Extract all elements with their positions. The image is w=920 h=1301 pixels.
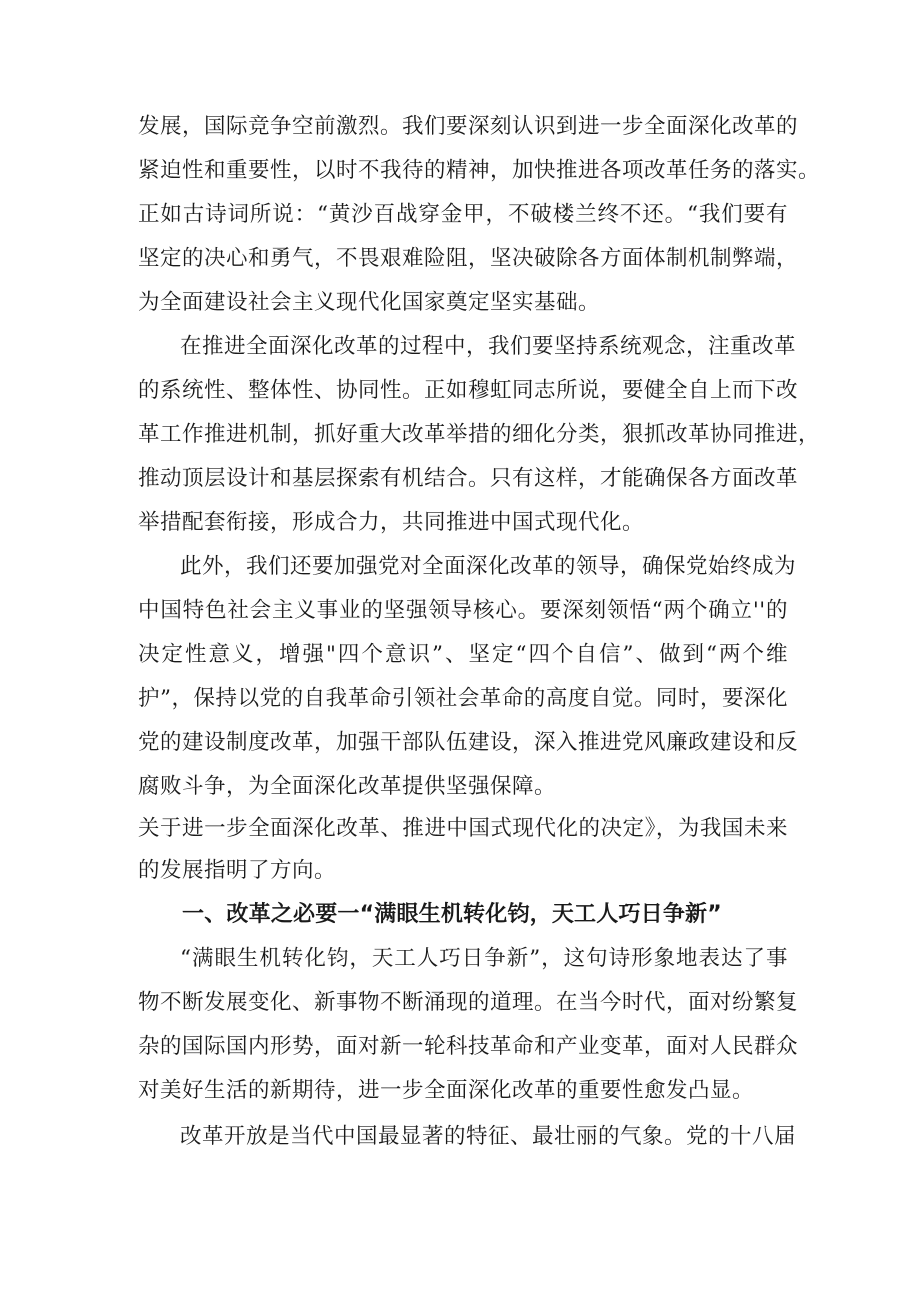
text-line: 发展，国际竞争空前激烈。我们要深刻认识到进一步全面深化改革的 (138, 114, 799, 139)
text-line: 物不断发展变化、新事物不断涌现的道理。在当今时代，面对纷繁复 (138, 990, 799, 1015)
text-line: 在推进全面深化改革的过程中，我们要坚持系统观念，注重改革 (180, 334, 797, 359)
text-line: 对美好生活的新期待，进一步全面深化改革的重要性愈发凸显。 (138, 1078, 755, 1103)
text-line: 正如古诗词所说：“黄沙百战穿金甲，不破楼兰终不还。“我们要有 (138, 202, 788, 227)
text-line: 腐败斗争，为全面深化改革提供坚强保障。 (138, 774, 557, 799)
text-line: 坚定的决心和勇气，不畏艰难险阻，坚决破除各方面体制机制弊端， (138, 246, 799, 271)
text-line: 的发展指明了方向。 (138, 858, 337, 883)
text-line: 关于进一步全面深化改革、推进中国式现代化的决定》，为我国未来 (138, 816, 788, 841)
text-line: 紧迫性和重要性，以时不我待的精神，加快推进各项改革任务的落实。 (138, 158, 821, 183)
text-line: 杂的国际国内形势，面对新一轮科技革命和产业变革，面对人民群众 (138, 1034, 799, 1059)
section-heading: 一、改革之必要一“满眼生机转化钧，天工人巧日争新” (182, 902, 722, 927)
text-line: 护”，保持以党的自我革命引领社会革命的高度自觉。同时，要深化 (138, 686, 788, 711)
text-line: 改革开放是当代中国最显著的特征、最壮丽的气象。党的十八届 (180, 1124, 797, 1149)
text-line: 此外，我们还要加强党对全面深化改革的领导，确保党始终成为 (180, 554, 797, 579)
text-line: “满眼生机转化钧，天工人巧日争新”，这句诗形象地表达了事 (180, 946, 788, 971)
text-line: 决定性意义，增强"四个意识”、坚定“四个自信”、做到“两个维 (138, 642, 788, 667)
text-line: 中国特色社会主义事业的坚强领导核心。要深刻领悟“两个确立''的 (138, 598, 788, 623)
text-line: 为全面建设社会主义现代化国家奠定坚实基础。 (138, 290, 601, 315)
text-line: 举措配套衔接，形成合力，共同推进中国式现代化。 (138, 510, 645, 535)
text-line: 推动顶层设计和基层探索有机结合。只有这样，才能确保各方面改革 (138, 466, 799, 491)
text-line: 的系统性、整体性、协同性。正如穆虹同志所说，要健全自上而下改 (138, 378, 799, 403)
text-line: 革工作推进机制，抓好重大改革举措的细化分类，狠抓改革协同推进， (138, 422, 821, 447)
text-line: 党的建设制度改革，加强干部队伍建设，深入推进党风廉政建设和反 (138, 730, 799, 755)
